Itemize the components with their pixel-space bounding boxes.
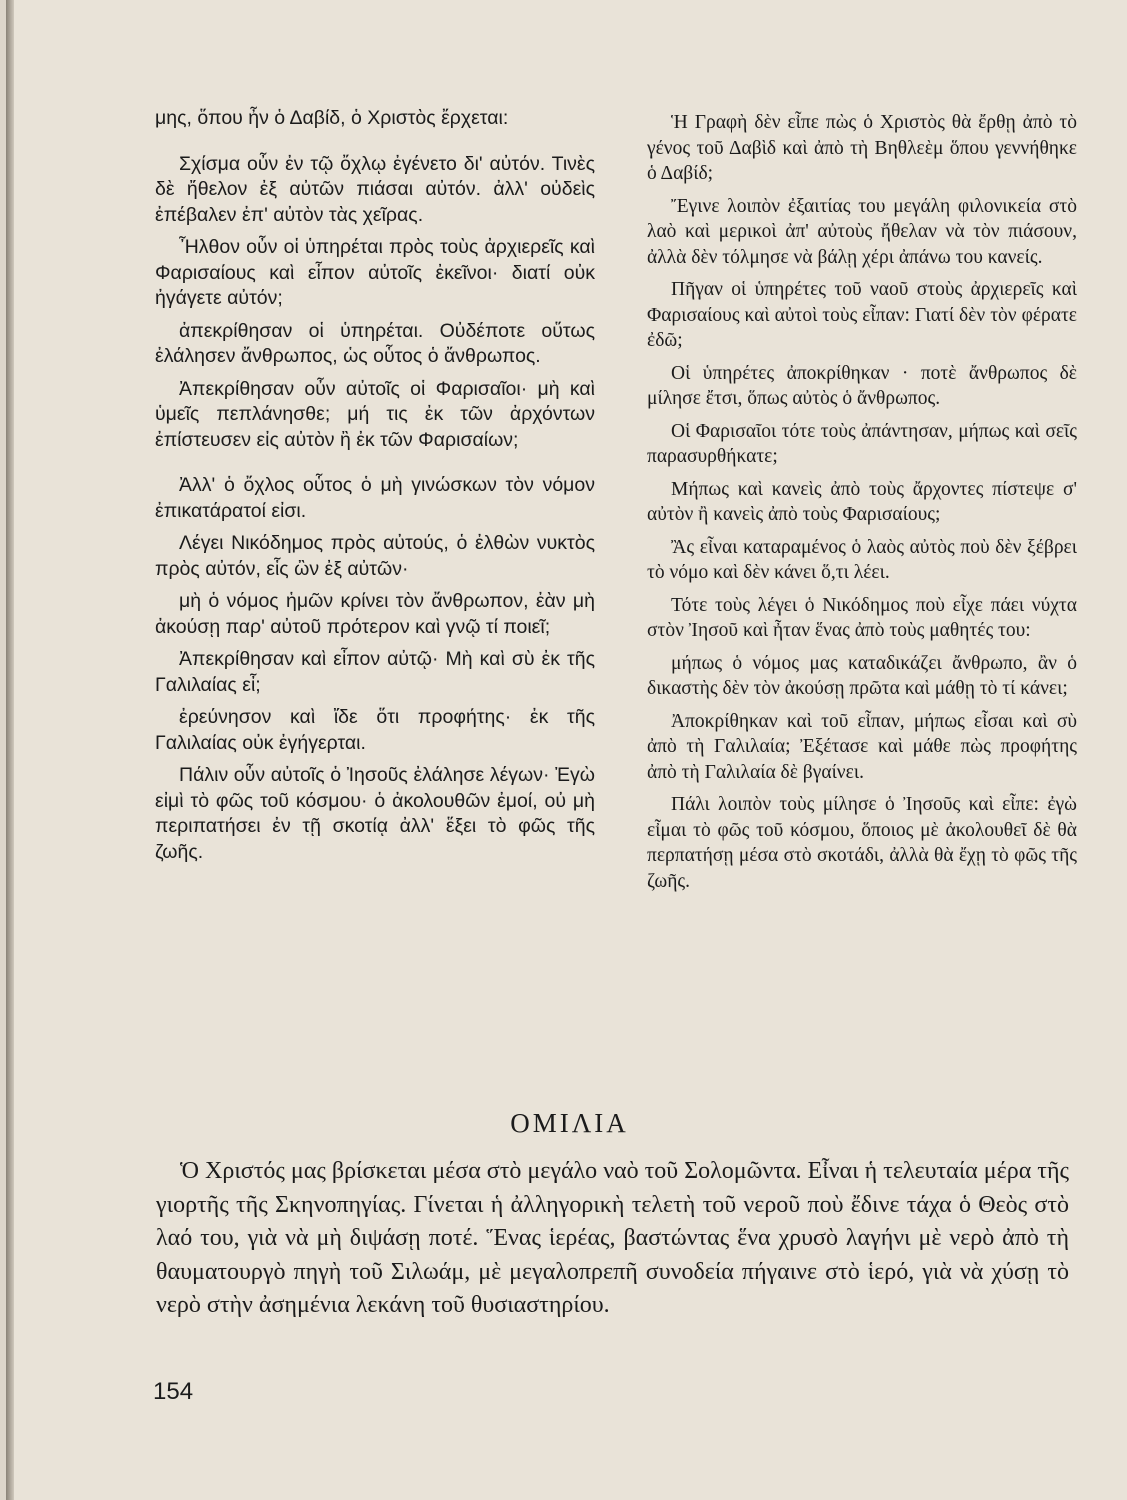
translation-paragraph: Ἀποκρίθηκαν καὶ τοῦ εἶπαν, μήπως εἶσαι καὶ σὺ ἀπὸ τὴ Γαλιλαία; Ἐξέτασε καὶ μάθε πὼς προφήτης ἀπὸ τὴ Γαλιλαία δὲ βγαίνει. [647, 710, 1077, 783]
translation-paragraph: Ἔγινε λοιπὸν ἐξαιτίας του μεγάλη φιλονικεία στὸ λαὸ καὶ μερικοὶ ἀπ' αὐτοὺς ἤθελαν νὰ τὸν πιάσουν, ἀλλὰ δὲν τόλμησε νὰ βάλῃ χέρι ἀπάνω του κανείς. [647, 195, 1077, 268]
book-page [6, 0, 1127, 1500]
translation-paragraph: Ἡ Γραφὴ δὲν εἶπε πὼς ὁ Χριστὸς θὰ ἔρθῃ ἀπὸ τὸ γένος τοῦ Δαβὶδ καὶ ἀπὸ τὴ Βηθλεὲμ ὅπου γεννήθηκε ὁ Δαβίδ; [647, 112, 1077, 184]
homily-paragraph: Ὁ Χριστός μας βρίσκεται μέσα στὸ μεγάλο ναὸ τοῦ Σολομῶντα. Εἶναι ἡ τελευταία μέρα τῆς γιορτῆς τῆς Σκηνοπηγίας. Γίνεται ἡ ἀλληγορικὴ τελετὴ τοῦ νεροῦ ποὺ ἔδινε τάχα ὁ Θεὸς στὸ λαό του, γιὰ νὰ μὴ διψάσῃ ποτέ. Ἕνας ἱερέας, βαστώντας ἕνα χρυσὸ λαγήνι μὲ νερὸ ἀπὸ τὴ θαυματουργὸ πηγὴ τοῦ Σιλωάμ, μὲ μεγαλοπρεπῆ συνοδεία πήγαινε στὸ ἱερό, γιὰ νὰ χύσῃ τὸ νερὸ στὴν ἀσημένια λεκάνη τοῦ θυσιαστηρίου. [156, 1158, 1069, 1318]
translation-paragraph: Μήπως καὶ κανεὶς ἀπὸ τοὺς ἄρχοντες πίστεψε σ' αὐτὸν ἢ κανεὶς ἀπὸ τοὺς Φαρισαίους; [647, 478, 1077, 525]
homily-heading: ΟΜΙΛΙΑ [510, 1108, 629, 1138]
ancient-text-paragraph: Λέγει Νικόδημος πρὸς αὐτούς, ὁ ἐλθὼν νυκτὸς πρὸς αὐτόν, εἷς ὢν ἐξ αὐτῶν· [155, 532, 595, 580]
ancient-text-paragraph: Ἦλθον οὖν οἱ ὑπηρέται πρὸς τοὺς ἀρχιερεῖς καὶ Φαρισαίους καὶ εἶπον αὐτοῖς ἐκεῖνοι· διατί οὐκ ἠγάγετε αὐτόν; [155, 236, 595, 309]
translation-paragraph: Πάλι λοιπὸν τοὺς μίλησε ὁ Ἰησοῦς καὶ εἶπε: ἐγὼ εἶμαι τὸ φῶς τοῦ κόσμου, ὅποιος μὲ ἀκολουθεῖ δὲ θὰ περπατήσῃ μέσα στὸ σκοτάδι, ἀλλὰ θὰ ἔχῃ τὸ φῶς τῆς ζωῆς. [647, 794, 1077, 892]
ancient-text-paragraph: ἀπεκρίθησαν οἱ ὑπηρέται. Οὐδέποτε οὕτως ἐλάλησεν ἄνθρωπος, ὡς οὗτος ὁ ἄνθρωπος. [155, 319, 595, 367]
ancient-text-paragraph: ἐρεύνησον καὶ ἴδε ὅτι προφήτης· ἐκ τῆς Γαλιλαίας οὐκ ἐγήγερται. [155, 706, 595, 754]
ancient-text-paragraph: Ἀπεκρίθησαν οὖν αὐτοῖς οἱ Φαρισαῖοι· μὴ καὶ ὑμεῖς πεπλάνησθε; μή τις ἐκ τῶν ἀρχόντων ἐπίστευσεν εἰς αὐτὸν ἢ ἐκ τῶν Φαρισαίων; [155, 377, 595, 451]
ancient-text-paragraph: Ἀπεκρίθησαν καὶ εἶπον αὐτῷ· Μὴ καὶ σὺ ἐκ τῆς Γαλιλαίας εἶ; [155, 648, 595, 696]
ancient-text-paragraph: Ἀλλ' ὁ ὄχλος οὗτος ὁ μὴ γινώσκων τὸν νόμον ἐπικατάρατοί εἰσι. [155, 474, 595, 522]
translation-paragraph: Οἱ ὑπηρέτες ἀποκρίθηκαν · ποτὲ ἄνθρωπος δὲ μίλησε ἔτσι, ὅπως αὐτὸς ὁ ἄνθρωπος. [647, 362, 1077, 409]
translation-paragraph: Πῆγαν οἱ ὑπηρέτες τοῦ ναοῦ στοὺς ἀρχιερεῖς καὶ Φαρισαίους καὶ αὐτοὶ τοὺς εἶπαν: Γιατί δὲν τὸν φέρατε ἐδῶ; [647, 279, 1077, 351]
translation-paragraph: μήπως ὁ νόμος μας καταδικάζει ἄνθρωπο, ἂν ὁ δικαστὴς δὲν τὸν ἀκούσῃ πρῶτα καὶ μάθῃ τὸ τί κάνει; [647, 652, 1077, 699]
translation-paragraph: Οἱ Φαρισαῖοι τότε τοὺς ἀπάντησαν, μήπως καὶ σεῖς παρασυρθήκατε; [647, 420, 1077, 467]
ancient-text-paragraph: μὴ ὁ νόμος ἡμῶν κρίνει τὸν ἄνθρωπον, ἐὰν μὴ ἀκούσῃ παρ' αὐτοῦ πρότερον καὶ γνῷ τί ποιεῖ; [155, 590, 595, 638]
ancient-text-paragraph: Πάλιν οὖν αὐτοῖς ὁ Ἰησοῦς ἐλάλησε λέγων· Ἐγὼ εἰμὶ τὸ φῶς τοῦ κόσμου· ὁ ἀκολουθῶν ἐμοί, οὐ μὴ περιπατήσει ἐν τῇ σκοτίᾳ ἀλλ' ἕξει τὸ φῶς τῆς ζωῆς. [155, 764, 595, 863]
translation-paragraph: Τότε τοὺς λέγει ὁ Νικόδημος ποὺ εἶχε πάει νύχτα στὸν Ἰησοῦ καὶ ἦταν ἕνας ἀπὸ τοὺς μαθητές του: [647, 594, 1077, 641]
ancient-greek-text-column [155, 106, 595, 872]
page-binding-edge [6, 0, 14, 1500]
modern-greek-translation-column [647, 110, 1077, 901]
ancient-text-paragraph: μης, ὅπου ἦν ὁ Δαβίδ, ὁ Χριστὸς ἔρχεται: [155, 107, 509, 129]
translation-paragraph: Ἂς εἶναι καταραμένος ὁ λαὸς αὐτὸς ποὺ δὲν ξέβρει τὸ νόμο καὶ δὲν κάνει ὅ,τι λέει. [647, 536, 1077, 583]
ancient-text-paragraph: Σχίσμα οὖν ἐν τῷ ὄχλῳ ἐγένετο δι' αὐτόν. Τινὲς δὲ ἤθελον ἐξ αὐτῶν πιάσαι αὐτόν. ἀλλ' οὐδεὶς ἐπέβαλεν ἐπ' αὐτὸν τὰς χεῖρας. [155, 152, 595, 226]
page-number: 154 [153, 1378, 194, 1405]
